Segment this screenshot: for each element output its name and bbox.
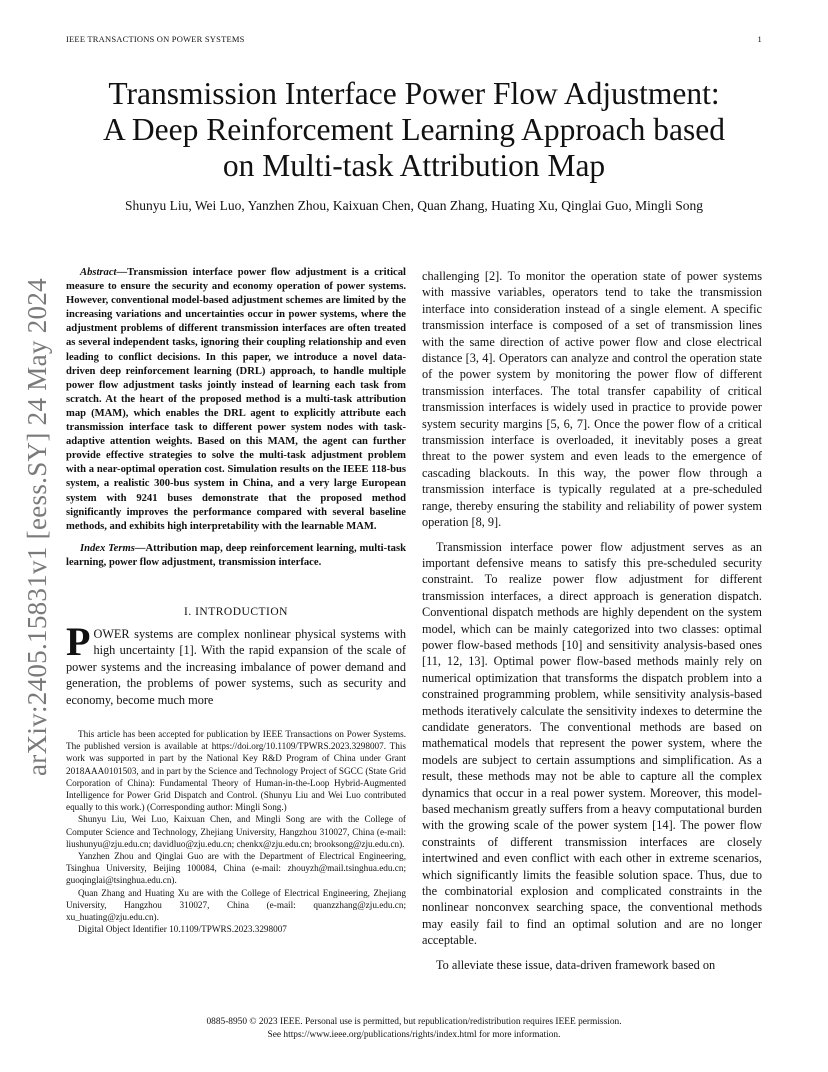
abstract (66, 266, 406, 534)
footnote: Shunyu Liu, Wei Luo, Kaixuan Chen, and Mingli Song are with the College of Computer Science and Technology, Zhejiang University, Hangzhou 310027, China (e-mail: liushunyu@zju.edu.cn; davidluo@zju.edu.cn; chenkx@zju.edu.cn; brooksong@zju.edu.cn). (66, 814, 406, 849)
drop-cap: P (66, 618, 91, 664)
author-list: Shunyu Liu, Wei Luo, Yanzhen Zhou, Kaixuan Chen, Quan Zhang, Huating Xu, Qinglai Guo, Mingli Song (125, 198, 703, 213)
right-column (422, 268, 762, 973)
footnote: Yanzhen Zhou and Qinglai Guo are with the Department of Electrical Engineering, Tsinghua University, Beijing 100084, China (e-mail: zhouyzh@mail.tsinghua.edu.cn; guoqinglai@tsinghua.edu.cn). (66, 851, 406, 886)
index-terms (66, 542, 406, 570)
body-paragraph: Transmission interface power flow adjustment serves as an important defensive means to satisfy this pre-scheduled security constraint. To realize power flow adjustment for different transmission interfaces, a direct approach is generation dispatch. Conventional dispatch methods are highly dependent on the system model, which can be mainly categorized into two classes: optimal power flow-based methods [10] and sensitivity analysis-based ones [11, 12, 13]. Optimal power flow-based methods mainly rely on numerical optimization that transforms the dispatch problem into a constrained programming problem, while sensitivity analysis-based methods iteratively calculate the sensitivity indexes to determine the candidate generators. The conventional methods are based on mathematical models that represent the power system, where the models are subject to certain assumptions and simplification. As a result, these methods may not be able to capture all the complex dynamics that occur in a real power system. Moreover, this model-based mechanism greatly suffers from a heavy computational burden with the growing scale of the power system [14]. The power flow constraints of different transmission interfaces are closely intertwined and even conflict with each other in extreme scenarios, which significantly limits the feasible solution space. Thus, due to the combinatorial explosion and complicated constraints in the nonlinear nonconvex searching space, the conventional methods may easily fail to find an optimal solution and are no longer acceptable. (422, 539, 762, 948)
index-terms-text: —Attribution map, deep reinforcement learning, multi-task learning, power flow adjustment, transmission interface. (66, 542, 406, 568)
left-column (66, 266, 406, 935)
journal-name: IEEE TRANSACTIONS ON POWER SYSTEMS (66, 34, 245, 44)
running-head (66, 34, 762, 44)
section-heading: I. INTRODUCTION (184, 605, 288, 618)
arxiv-stamp: arXiv:2405.15831v1 [eess.SY] 24 May 2024 (22, 278, 52, 776)
body-paragraph: challenging [2]. To monitor the operation state of power systems with massive variables, operators tend to take the transmission interface into consideration instead of a single element. A specific transmission interface is composed of a set of transmission lines with the same direction of active power flow and close electrical distance [3, 4]. Operators can analyze and control the operation state of the power system by monitoring the power flow of different transmission interfaces. The total transfer capability of critical transmission interfaces is widely used in practice to provide power system security margins [5, 6, 7]. Once the power flow of a critical transmission interface is overloaded, it inevitably poses a great threat to the power system and even leads to the emergence of cascading blackouts. In this way, the power flow through a transmission interface is typically regulated at a pre-scheduled range, thereby ensuring the stability and reliability of power system operation [8, 9]. (422, 269, 762, 530)
copyright-footer (0, 1016, 828, 1041)
abstract-text: —Transmission interface power flow adjustment is a critical measure to ensure the security and economy operation of power systems. However, conventional model-based adjustment schemes are limited by the increasing variations and uncertainties occur in power systems, where the adjustment problems of different transmission interfaces are often treated as several independent tasks, ignoring their coupling relationship and even leading to conflict decisions. In this paper, we introduce a novel data-driven deep reinforcement learning (DRL) approach, to handle multiple power flow adjustment tasks jointly instead of learning each task from scratch. At the heart of the proposed method is a multi-task attribution map (MAM), which enables the DRL agent to explicitly attribute each transmission interface task to different power system nodes with task-adaptive attention weights. Based on this MAM, the agent can further provide effective strategies to solve the multi-task adjustment problem with a near-optimal operation cost. Simulation results on the IEEE 118-bus system, a realistic 300-bus system in China, and a very large European system with 9241 buses demonstrate that the proposed method significantly improves the performance compared with several baseline methods, and exhibits high interpretability with the learnable MAM. (66, 267, 406, 532)
footnote: This article has been accepted for publication by IEEE Transactions on Power Systems. The published version is available at https://doi.org/10.1109/TPWRS.2023.3298007. This work was supported in part by the National Key R&D Program of China under Grant 2018AAA0101503, and in part by the Science and Technology Project of SGCC (State Grid Corporation of China): Fundamental Theory of Human-in-the-Loop Hybrid-Augmented Intelligence for Power Grid Dispatch and Control. (Shunyu Liu and Wei Luo contributed equally to this work.) (Corresponding author: Mingli Song.) (66, 729, 406, 813)
body-paragraph: To alleviate these issue, data-driven framework based on (436, 957, 716, 972)
abstract-label: Abstract (80, 267, 117, 278)
title-line: Transmission Interface Power Flow Adjustment: (108, 76, 720, 111)
footer-line: See https://www.ieee.org/publications/rights/index.html for more information. (267, 1029, 561, 1040)
footer-line: 0885-8950 © 2023 IEEE. Personal use is permitted, but republication/redistribution requires IEEE permission. (206, 1017, 622, 1027)
page-number: 1 (757, 34, 762, 44)
intro-text: OWER systems are complex nonlinear physical systems with high uncertainty [1]. With the rapid expansion of the scale of power systems and the increasing imbalance of power demand and generation, the problems of power systems, such as security and economy, become much more (66, 626, 406, 707)
doi-footnote: Digital Object Identifier 10.1109/TPWRS.2023.3298007 (78, 924, 287, 935)
title-line: on Multi-task Attribution Map (222, 148, 606, 183)
index-terms-label: Index Terms (80, 542, 135, 554)
title-line: A Deep Reinforcement Learning Approach based (103, 112, 725, 147)
intro-paragraph (66, 618, 406, 708)
footnotes (66, 728, 406, 935)
footnote: Quan Zhang and Huating Xu are with the College of Electrical Engineering, Zhejiang University, Hangzhou 310027, China (e-mail: quanzzhang@zju.edu.cn; xu_huating@zju.edu.cn). (66, 887, 406, 923)
paper-title (40, 76, 788, 184)
